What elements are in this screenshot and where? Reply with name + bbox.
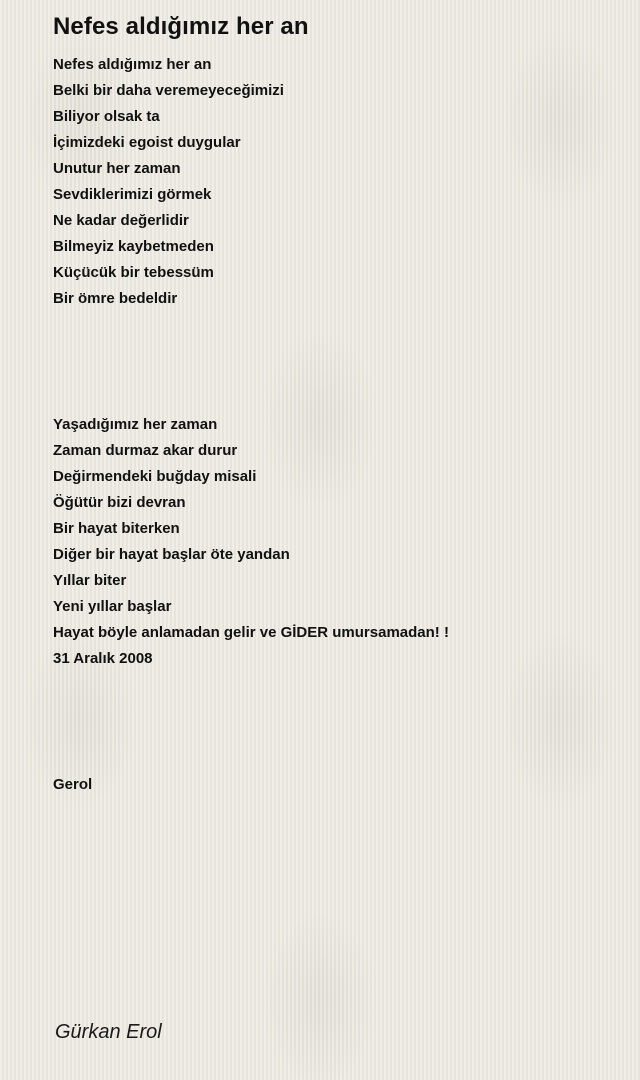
poem-line: Unutur her zaman bbox=[53, 160, 181, 177]
poem-stanza-1 bbox=[53, 52, 284, 312]
poem-line: Sevdiklerimizi görmek bbox=[53, 186, 212, 203]
poem-line: Yıllar biter bbox=[53, 572, 127, 589]
poem-line: Bir hayat biterken bbox=[53, 520, 180, 537]
poem-line: Belki bir daha veremeyeceğimizi bbox=[53, 82, 284, 99]
poem-line: Ne kadar değerlidir bbox=[53, 212, 189, 229]
poem-line: Yaşadığımız her zaman bbox=[53, 416, 218, 433]
poem-line: Nefes aldığımız her an bbox=[53, 56, 212, 73]
poem-line: Hayat böyle anlamadan gelir ve GİDER umursamadan! ! bbox=[53, 624, 449, 641]
poem-line: Zaman durmaz akar durur bbox=[53, 442, 238, 459]
poem-line: Bilmeyiz kaybetmeden bbox=[53, 238, 214, 255]
poem-line: Küçücük bir tebessüm bbox=[53, 264, 214, 281]
poem-line: İçimizdeki egoist duygular bbox=[53, 134, 241, 151]
poem-title: Nefes aldığımız her an bbox=[53, 13, 309, 40]
poem-date: 31 Aralık 2008 bbox=[53, 650, 153, 667]
poem-stanza-2 bbox=[53, 412, 449, 672]
poem-line: Değirmendeki buğday misali bbox=[53, 468, 257, 485]
poem-line: Yeni yıllar başlar bbox=[53, 598, 172, 615]
poem-line: Bir ömre bedeldir bbox=[53, 290, 178, 307]
author-name: Gürkan Erol bbox=[55, 1021, 162, 1043]
poem-line: Öğütür bizi devran bbox=[53, 494, 186, 511]
poem-line: Biliyor olsak ta bbox=[53, 108, 160, 125]
poem-line: Diğer bir hayat başlar öte yandan bbox=[53, 546, 290, 563]
poem-signature: Gerol bbox=[53, 776, 93, 793]
